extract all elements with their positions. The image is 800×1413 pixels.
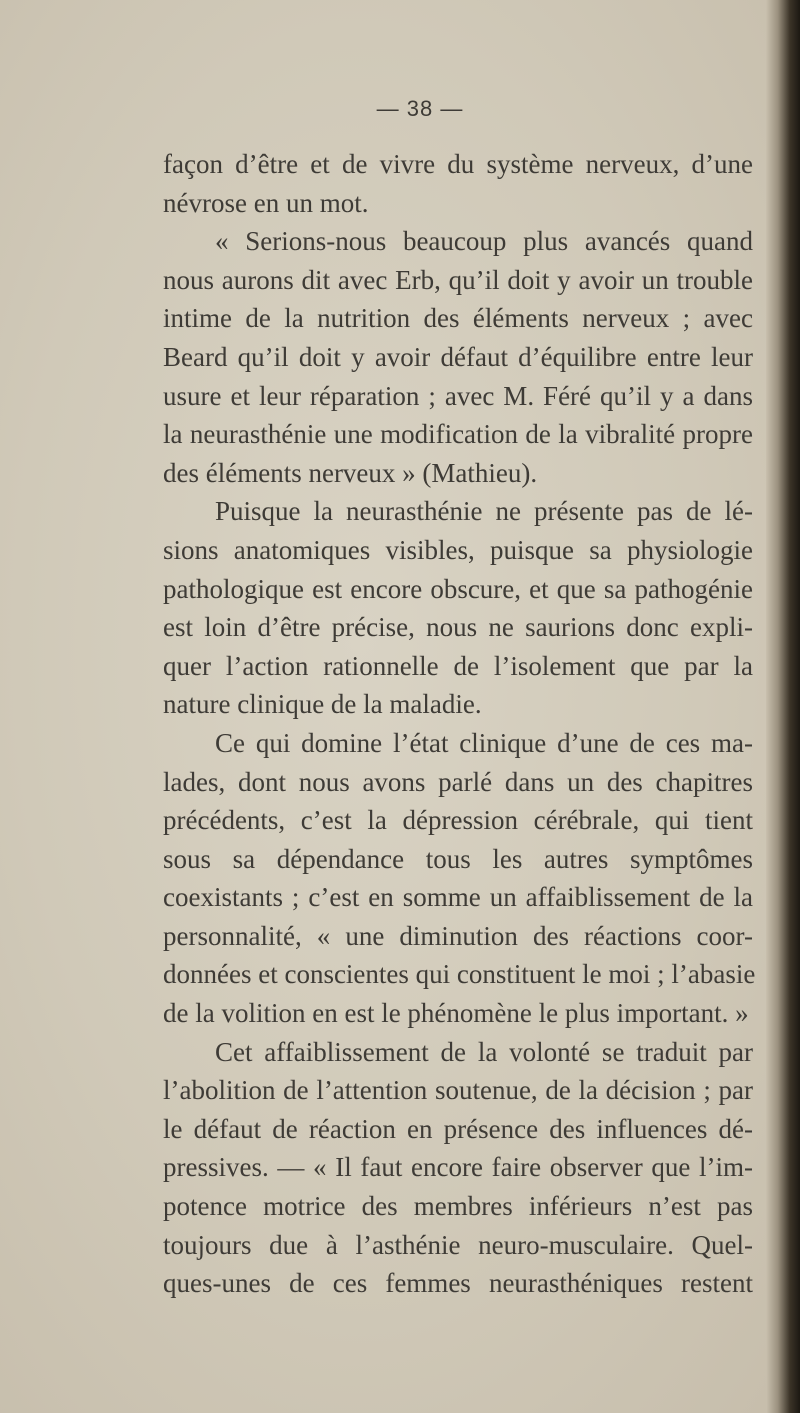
text-line: façon d’être et de vivre du système nerveux, d’une [163, 149, 753, 179]
text-line: ques-unes de ces femmes neurasthéniques restent [163, 1268, 753, 1299]
body-text [163, 145, 756, 1303]
text-line: personnalité, « une diminution des réactions coor- [163, 920, 753, 951]
page-number: — 38 — [376, 96, 464, 121]
text-line: névrose en un mot. [163, 187, 369, 218]
text-line: quer l’action rationnelle de l’isolement que par la [163, 650, 753, 681]
text-line: Puisque la neurasthénie ne présente pas de lé- [215, 496, 753, 527]
text-line: potence motrice des membres inférieurs n’est pas [163, 1191, 753, 1222]
text-line: « Serions-nous beaucoup plus avancés quand [215, 226, 753, 257]
text-line: nature clinique de la maladie. [163, 689, 482, 720]
text-line: le défaut de réaction en présence des influences dé- [163, 1113, 753, 1144]
text-line: pathologique est encore obscure, et que sa pathogénie [163, 573, 753, 604]
text-line: pressives. — « Il faut encore faire observer que l’im- [163, 1152, 753, 1183]
text-line: précédents, c’est la dépression cérébrale, qui tient [163, 805, 753, 836]
page-binding-edge [766, 0, 800, 1413]
text-line: des éléments nerveux » (Mathieu). [163, 457, 538, 488]
text-line: intime de la nutrition des éléments nerveux ; avec [163, 303, 753, 334]
text-line: usure et leur réparation ; avec M. Féré qu’il y a dans [163, 380, 753, 411]
text-line: la neurasthénie une modification de la vibralité propre [163, 419, 753, 450]
text-line: nous aurons dit avec Erb, qu’il doit y avoir un trouble [163, 264, 753, 295]
text-line: toujours due à l’asthénie neuro-musculaire. Quel- [163, 1229, 753, 1260]
text-line: Ce qui domine l’état clinique d’une de ces ma- [215, 727, 753, 758]
text-line: Beard qu’il doit y avoir défaut d’équilibre entre leur [163, 341, 753, 372]
text-line: sous sa dépendance tous les autres symptômes [163, 843, 753, 874]
text-line: de la volition en est le phénomène le plus important. » [163, 998, 749, 1029]
text-line: coexistants ; c’est en somme un affaiblissement de la [163, 882, 753, 913]
text-line: est loin d’être précise, nous ne saurions donc expli- [163, 612, 753, 643]
text-line: sions anatomiques visibles, puisque sa physiologie [163, 534, 753, 565]
text-line: données et conscientes qui constituent le moi ; l’abasie [163, 959, 756, 990]
text-line: Cet affaiblissement de la volonté se traduit par [215, 1036, 753, 1067]
text-line: lades, dont nous avons parlé dans un des chapitres [163, 766, 753, 797]
text-line: l’abolition de l’attention soutenue, de la décision ; par [163, 1075, 753, 1106]
